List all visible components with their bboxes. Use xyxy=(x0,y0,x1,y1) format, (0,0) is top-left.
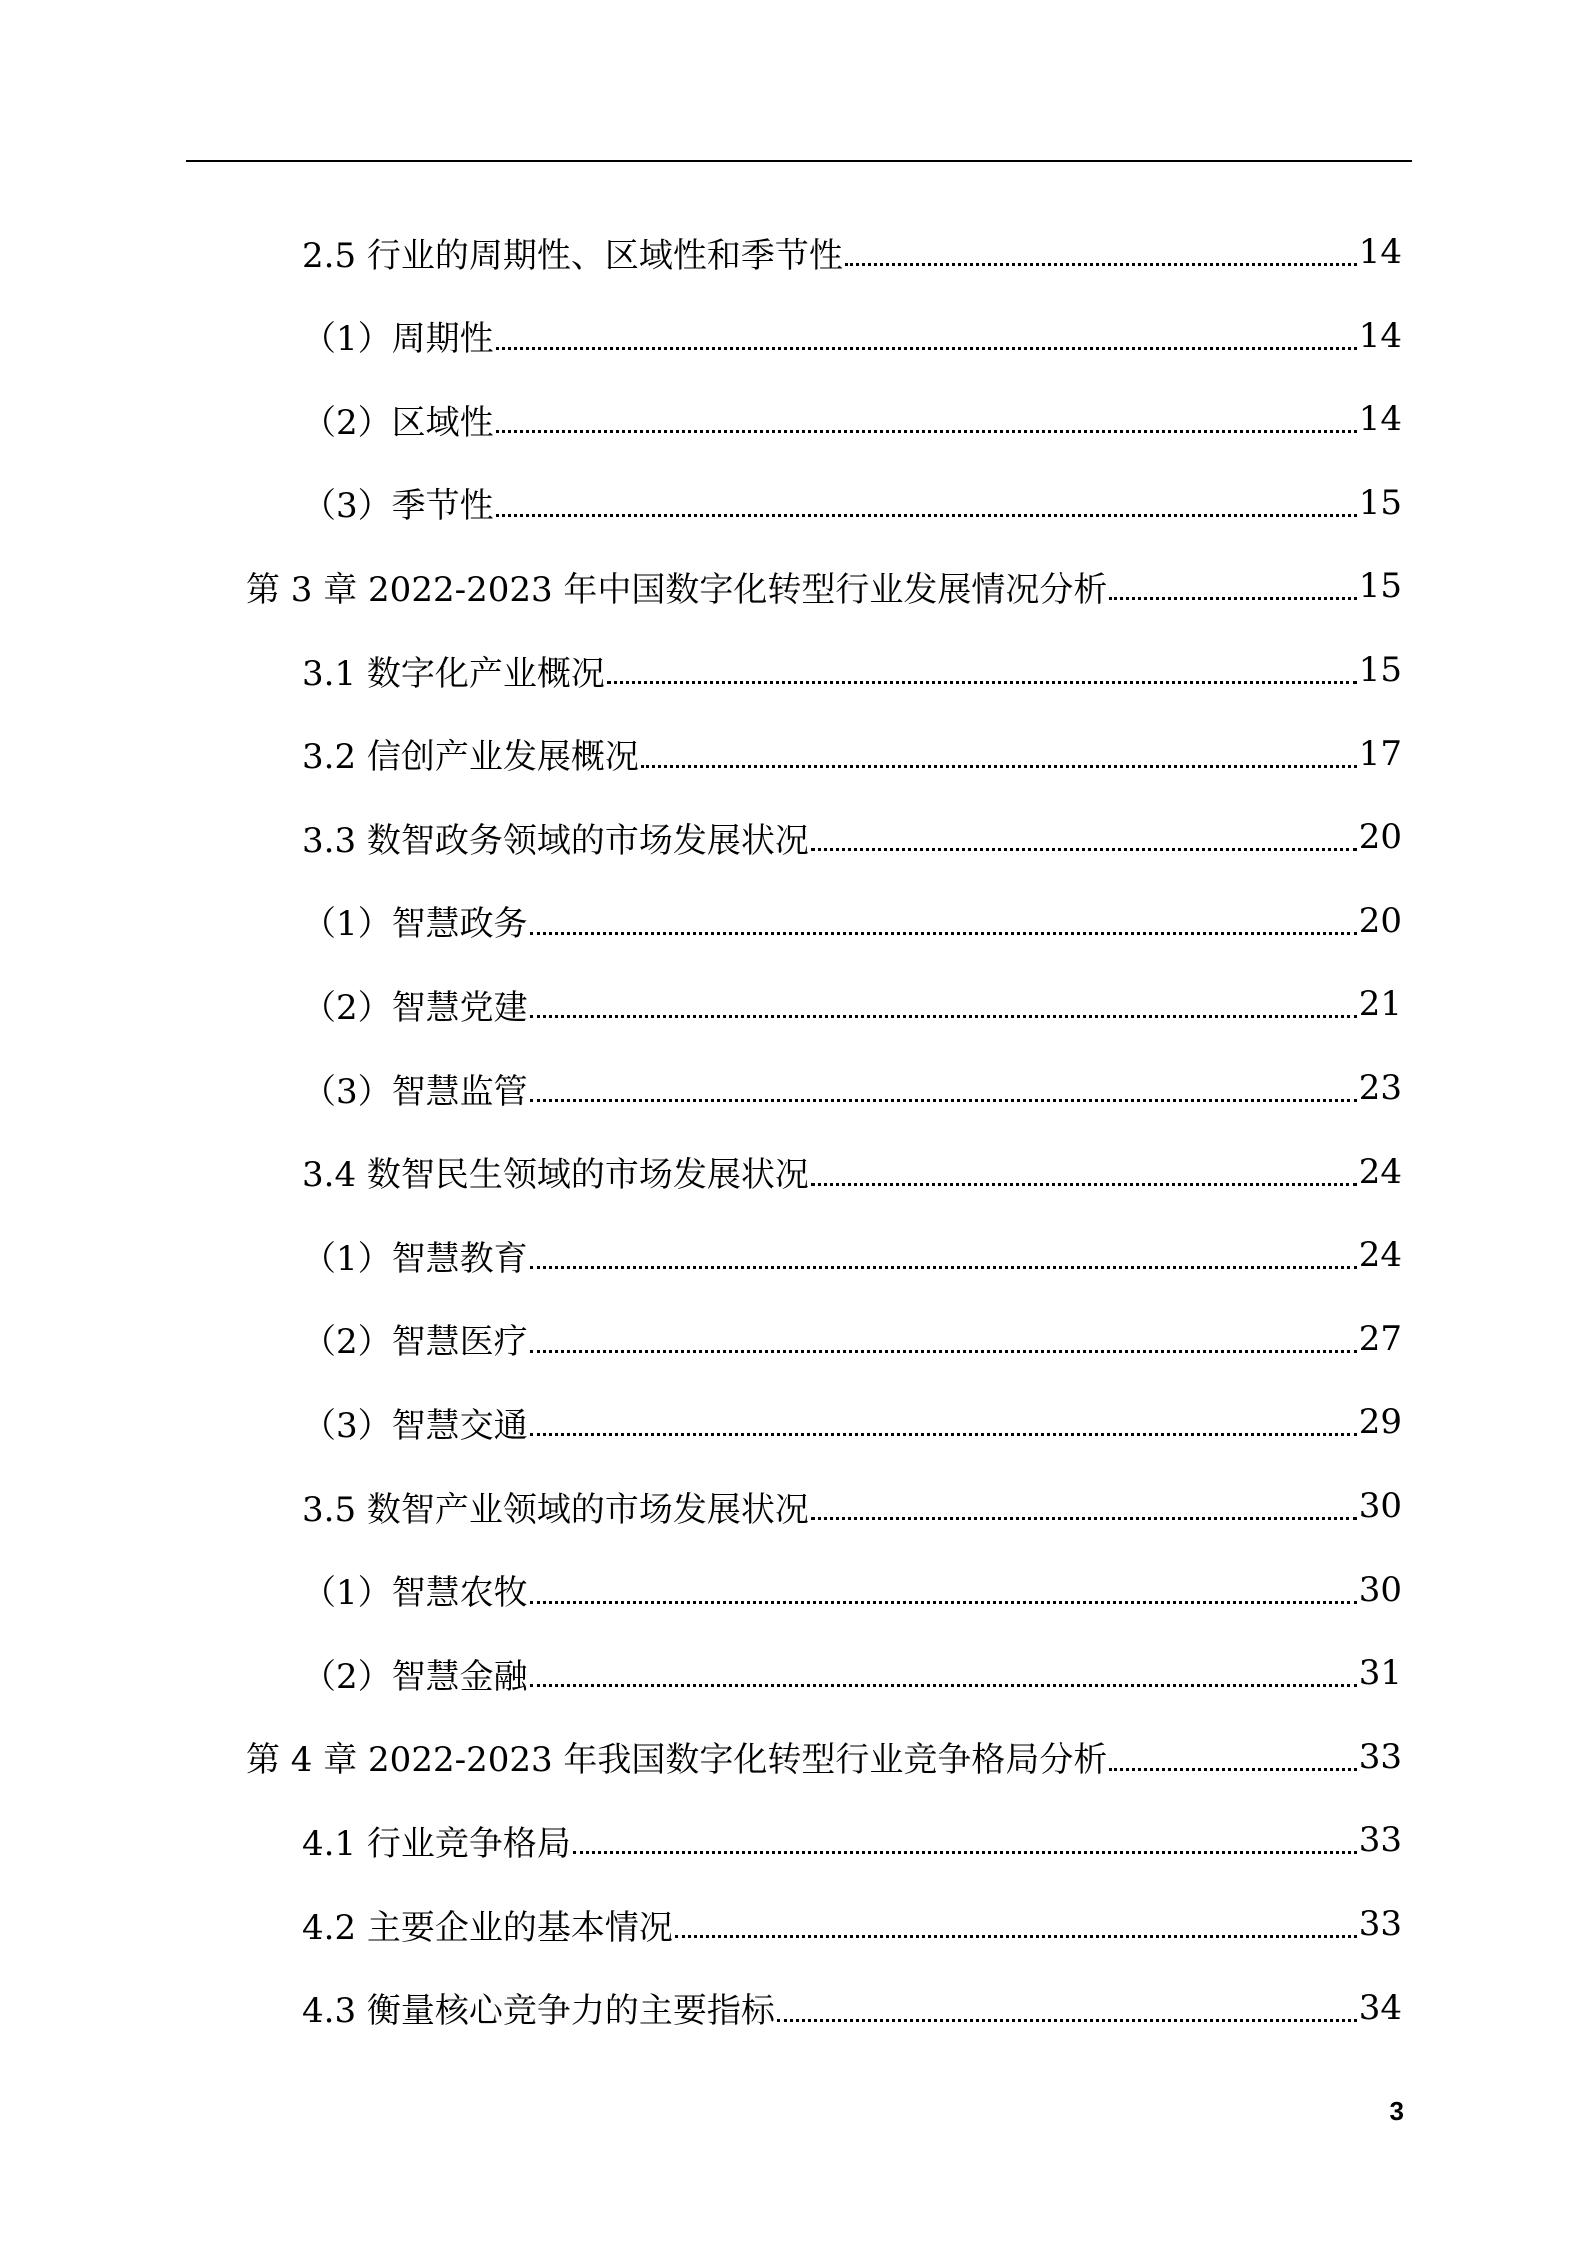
dot-leader xyxy=(607,681,1357,684)
dot-leader xyxy=(496,347,1357,350)
toc-entry-page: 15 xyxy=(1358,650,1402,690)
toc-entry-title: （3）季节性 xyxy=(302,486,494,527)
toc-entry-page: 17 xyxy=(1358,733,1402,774)
toc-entry-page: 30 xyxy=(1358,1569,1402,1610)
dot-leader xyxy=(845,263,1357,266)
toc-entry[interactable] xyxy=(302,1894,1402,1954)
dot-leader xyxy=(530,1684,1357,1687)
toc-entry-page: 23 xyxy=(1358,1068,1402,1108)
dot-leader xyxy=(573,1851,1357,1854)
toc-entry-title: （2）智慧医疗 xyxy=(302,1322,528,1363)
toc-entry-title: （1）周期性 xyxy=(302,319,494,360)
toc-entry[interactable] xyxy=(302,724,1402,784)
toc-entry[interactable] xyxy=(302,640,1402,700)
toc-entry-title: 4.3 衡量核心竞争力的主要指标 xyxy=(302,1991,775,2032)
toc-entry-title: （1）智慧教育 xyxy=(302,1238,528,1279)
toc-entry[interactable] xyxy=(302,1309,1402,1369)
toc-entry-title: 3.5 数智产业领域的市场发展状况 xyxy=(302,1489,809,1530)
dot-leader xyxy=(530,932,1357,935)
toc-entry[interactable] xyxy=(302,974,1402,1034)
page-number: 3 xyxy=(1389,2096,1404,2126)
dot-leader xyxy=(641,765,1357,768)
toc-entry[interactable] xyxy=(302,473,1402,533)
toc-entry-page: 20 xyxy=(1358,817,1402,858)
toc-entry[interactable] xyxy=(302,1476,1402,1536)
toc-entry-page: 33 xyxy=(1358,1736,1402,1777)
dot-leader xyxy=(530,1601,1357,1604)
toc-entry-chapter[interactable] xyxy=(246,556,1402,616)
toc-entry-title: （3）智慧交通 xyxy=(302,1405,528,1446)
toc-entry-title: （2）区域性 xyxy=(302,402,494,443)
toc-entry-page: 34 xyxy=(1358,1987,1402,2028)
toc-entry-title: 2.5 行业的周期性、区域性和季节性 xyxy=(302,235,843,276)
toc-entry-title: 4.2 主要企业的基本情况 xyxy=(302,1907,673,1948)
dot-leader xyxy=(530,1099,1357,1102)
toc-entry-page: 33 xyxy=(1358,1820,1402,1861)
toc-entry-page: 27 xyxy=(1358,1318,1402,1359)
toc-entry[interactable] xyxy=(302,1810,1402,1870)
dot-leader xyxy=(1109,1768,1356,1771)
toc-entry-title: 第 4 章 2022-2023 年我国数字化转型行业竞争格局分析 xyxy=(246,1740,1108,1781)
toc-entry[interactable] xyxy=(302,1392,1402,1452)
toc-entry[interactable] xyxy=(302,1560,1402,1620)
dot-leader xyxy=(777,2019,1357,2022)
toc-entry-title: （1）智慧农牧 xyxy=(302,1573,528,1614)
toc-entry-page: 31 xyxy=(1358,1653,1402,1694)
toc-entry-page: 15 xyxy=(1358,482,1402,523)
toc-entry-chapter[interactable] xyxy=(246,1727,1402,1787)
toc-entry[interactable] xyxy=(302,1978,1402,2038)
toc-entry[interactable] xyxy=(302,306,1402,366)
toc-entry[interactable] xyxy=(302,389,1402,449)
toc-entry-page: 14 xyxy=(1358,315,1402,356)
dot-leader xyxy=(530,1350,1357,1353)
toc-entry[interactable] xyxy=(302,1643,1402,1703)
toc-entry-page: 24 xyxy=(1358,1151,1402,1192)
toc-entry-title: （1）智慧政务 xyxy=(302,904,528,945)
toc-entry-title: 第 3 章 2022-2023 年中国数字化转型行业发展情况分析 xyxy=(246,569,1108,610)
toc-entry-page: 15 xyxy=(1358,566,1402,607)
toc-entry[interactable] xyxy=(302,807,1402,867)
toc-entry[interactable] xyxy=(302,222,1402,282)
toc-entry[interactable] xyxy=(302,1225,1402,1285)
toc-entry[interactable] xyxy=(302,1142,1402,1202)
dot-leader xyxy=(811,1517,1357,1520)
toc-entry-page: 33 xyxy=(1358,1904,1402,1944)
toc-entry-title: 3.2 信创产业发展概况 xyxy=(302,737,639,778)
toc-entry-title: 3.1 数字化产业概况 xyxy=(302,653,605,694)
toc-entry[interactable] xyxy=(302,1058,1402,1118)
dot-leader xyxy=(530,1266,1357,1269)
toc-entry[interactable] xyxy=(302,891,1402,951)
dot-leader xyxy=(675,1935,1357,1938)
toc-entry-page: 21 xyxy=(1358,984,1402,1025)
toc-entry-page: 14 xyxy=(1358,399,1402,440)
dot-leader xyxy=(1109,597,1356,600)
dot-leader xyxy=(496,430,1357,433)
toc-entry-page: 29 xyxy=(1358,1402,1402,1443)
dot-leader xyxy=(811,848,1357,851)
toc-entry-title: 4.1 行业竞争格局 xyxy=(302,1823,571,1864)
toc-entry-title: （2）智慧党建 xyxy=(302,987,528,1028)
toc-entry-title: （2）智慧金融 xyxy=(302,1656,528,1697)
toc-entry-title: 3.3 数智政务领域的市场发展状况 xyxy=(302,820,809,861)
dot-leader xyxy=(530,1015,1357,1018)
dot-leader xyxy=(811,1183,1357,1186)
dot-leader xyxy=(530,1433,1357,1436)
toc-entry-page: 14 xyxy=(1358,232,1402,272)
toc-entry-page: 30 xyxy=(1358,1486,1402,1526)
dot-leader xyxy=(496,514,1357,517)
toc-entry-page: 24 xyxy=(1358,1235,1402,1276)
toc-entry-title: 3.4 数智民生领域的市场发展状况 xyxy=(302,1155,809,1196)
toc-entry-title: （3）智慧监管 xyxy=(302,1071,528,1112)
toc-entry-page: 20 xyxy=(1358,900,1402,941)
header-rule xyxy=(186,160,1412,162)
